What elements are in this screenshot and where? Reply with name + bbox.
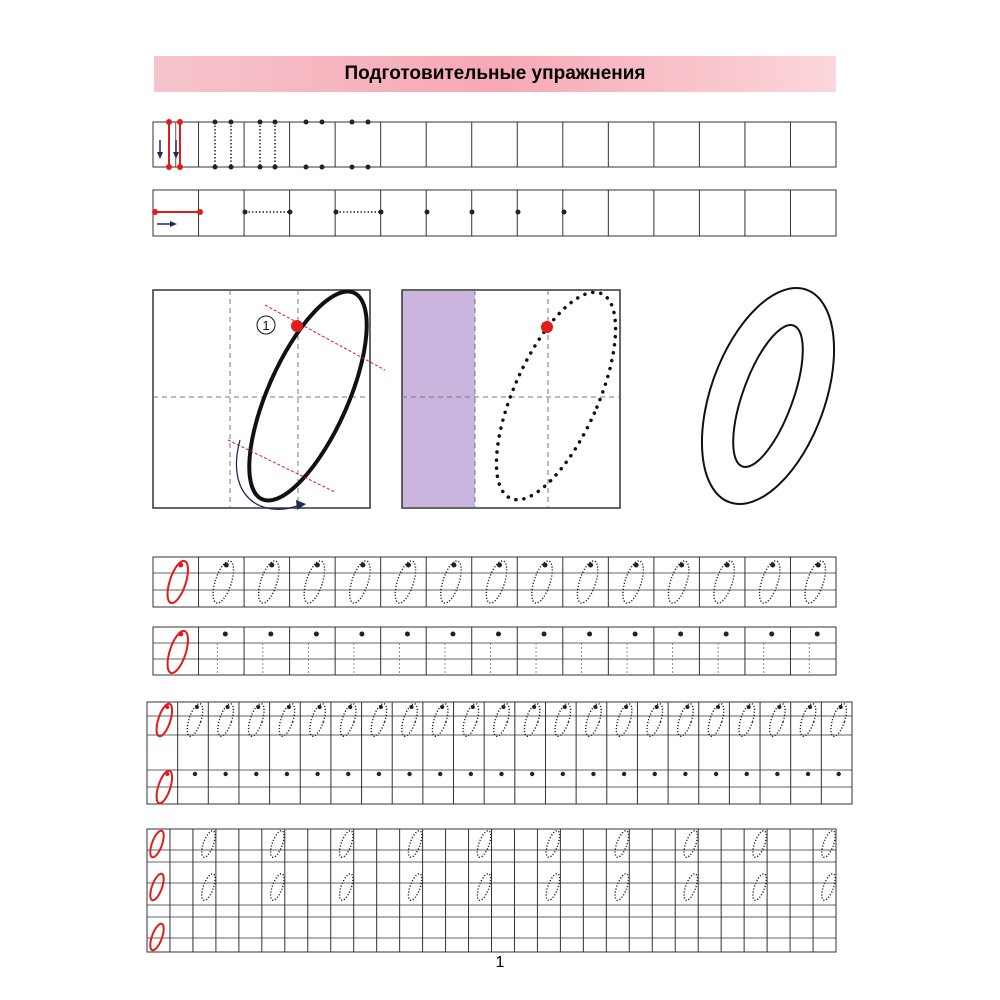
letter-o-dotted — [766, 702, 788, 738]
letter-o-dotted — [521, 702, 543, 738]
letter-o-red — [148, 922, 167, 952]
letter-o-dotted — [245, 702, 267, 738]
start-point — [542, 632, 547, 637]
letter-o-dotted — [199, 872, 218, 902]
start-point — [541, 321, 553, 333]
stroke-dot — [516, 210, 521, 215]
start-point — [318, 705, 322, 709]
letter-model-outline — [676, 270, 860, 521]
horizontal-strokes-row — [152, 190, 836, 236]
start-point — [406, 563, 411, 568]
letter-o-dotted — [368, 702, 390, 738]
letter-o-dotted — [750, 829, 769, 859]
start-point — [450, 632, 455, 637]
start-point — [440, 705, 444, 709]
start-point — [777, 705, 781, 709]
letter-model-guide — [153, 276, 391, 515]
letter-o-dotted — [406, 829, 425, 859]
letter-o-red — [163, 629, 192, 676]
stroke-start-dot — [229, 120, 234, 125]
red-dot — [177, 164, 183, 170]
stroke-dot — [379, 210, 384, 215]
stroke-end-dot — [366, 165, 371, 170]
letter-o-dotted — [819, 872, 838, 902]
letter-o-dotted — [828, 702, 850, 738]
stroke-dot — [470, 210, 475, 215]
letter-o-dotted — [664, 559, 693, 606]
start-point — [591, 772, 595, 776]
start-point — [497, 563, 502, 568]
letter-o-dotted — [552, 702, 574, 738]
start-point — [633, 632, 638, 637]
arrow-down-icon — [173, 152, 179, 159]
arrow-down-icon — [157, 152, 163, 159]
stroke-end-dot — [213, 165, 218, 170]
start-point — [178, 563, 183, 568]
letter-o-dotted — [460, 702, 482, 738]
letter-o-dotted — [391, 559, 420, 606]
letter-o-dotted — [613, 702, 635, 738]
start-point — [407, 772, 411, 776]
start-point — [634, 563, 639, 568]
letter-o-dotted — [215, 702, 237, 738]
letter-o-dotted — [681, 829, 700, 859]
start-point — [770, 563, 775, 568]
start-point — [268, 632, 273, 637]
letter-o-dotted — [736, 702, 758, 738]
letter-o-inner — [719, 317, 817, 475]
start-point — [315, 563, 320, 568]
start-point — [359, 632, 364, 637]
letter-o-dotted — [710, 559, 739, 606]
start-point — [502, 705, 506, 709]
red-dot — [166, 164, 172, 170]
start-point — [285, 772, 289, 776]
stroke-end-dot — [258, 165, 263, 170]
start-point — [471, 705, 475, 709]
letter-o-dotted — [276, 702, 298, 738]
stroke-start-dot — [320, 120, 325, 125]
letter-o-dotted — [644, 702, 666, 738]
start-point — [653, 772, 657, 776]
letter-o-dotted — [406, 872, 425, 902]
red-dot — [166, 119, 172, 125]
trace-row-b — [153, 627, 836, 675]
letter-o-dotted — [797, 702, 819, 738]
trace-row-c — [147, 702, 852, 805]
letter-o-dotted — [429, 702, 451, 738]
start-point — [561, 772, 565, 776]
start-point — [193, 772, 197, 776]
start-point — [775, 772, 779, 776]
letter-o-dotted — [475, 829, 494, 859]
stroke-dot — [425, 210, 430, 215]
start-point — [291, 320, 303, 332]
start-point — [379, 705, 383, 709]
start-point — [348, 705, 352, 709]
start-point — [563, 705, 567, 709]
letter-o-dotted — [437, 559, 466, 606]
letter-o-dotted — [528, 559, 557, 606]
start-point — [165, 705, 169, 709]
letter-o-dotted — [819, 829, 838, 859]
start-point — [223, 772, 227, 776]
start-point — [346, 772, 350, 776]
letter-o-dotted — [612, 829, 631, 859]
letter-o-dotted — [307, 702, 329, 738]
start-point — [683, 772, 687, 776]
start-point — [679, 563, 684, 568]
red-dot — [197, 209, 203, 215]
letter-o-dotted — [399, 702, 421, 738]
letter-o-dotted — [199, 829, 218, 859]
start-point — [593, 705, 597, 709]
start-point — [624, 705, 628, 709]
start-point — [377, 772, 381, 776]
start-point — [815, 632, 820, 637]
letter-o-dotted — [209, 559, 238, 606]
row-frame — [153, 627, 836, 675]
letter-o-dotted — [345, 559, 374, 606]
letter-o-dotted — [472, 277, 640, 516]
letter-model-trace — [402, 277, 640, 516]
stroke-dot — [288, 210, 293, 215]
start-point — [496, 632, 501, 637]
letter-o-dotted — [268, 829, 287, 859]
stroke-dot — [562, 210, 567, 215]
arrow-right-icon — [170, 221, 177, 227]
stroke-start-dot — [366, 120, 371, 125]
start-point — [451, 563, 456, 568]
step-marker-label: 1 — [262, 318, 270, 333]
letter-o-dotted — [619, 559, 648, 606]
letter-o-dotted — [254, 559, 283, 606]
letter-o-dotted — [573, 559, 602, 606]
letter-o-dotted — [750, 872, 769, 902]
start-point — [747, 705, 751, 709]
purple-shade — [402, 291, 475, 507]
start-point — [315, 772, 319, 776]
letter-o-dotted — [184, 702, 206, 738]
stroke-end-dot — [320, 165, 325, 170]
letter-o-outer — [676, 270, 860, 521]
start-point — [223, 632, 228, 637]
letter-o-dotted — [268, 872, 287, 902]
start-point — [499, 772, 503, 776]
letter-o-model — [225, 276, 390, 515]
letter-o-red — [153, 702, 175, 738]
letter-o-dotted — [612, 872, 631, 902]
start-point — [769, 632, 774, 637]
start-point — [269, 563, 274, 568]
stroke-start-dot — [258, 120, 263, 125]
trace-row-d — [147, 829, 838, 952]
start-point — [622, 772, 626, 776]
stroke-dot — [243, 210, 248, 215]
stroke-start-dot — [273, 120, 278, 125]
letter-o-dotted — [337, 872, 356, 902]
start-point — [655, 705, 659, 709]
start-point — [716, 705, 720, 709]
stroke-end-dot — [304, 165, 309, 170]
row-frame — [153, 190, 836, 236]
letter-o-dotted — [482, 559, 511, 606]
start-point — [587, 632, 592, 637]
stroke-end-dot — [350, 165, 355, 170]
start-point — [469, 772, 473, 776]
start-point — [588, 563, 593, 568]
start-point — [724, 632, 729, 637]
start-point — [256, 705, 260, 709]
letter-o-red — [148, 872, 167, 902]
page-number: 1 — [495, 954, 505, 971]
start-point — [745, 772, 749, 776]
start-point — [808, 705, 812, 709]
letter-o-dotted — [543, 829, 562, 859]
letter-o-dotted — [674, 702, 696, 738]
letter-o-red — [148, 829, 167, 859]
letter-o-dotted — [337, 829, 356, 859]
stroke-start-dot — [304, 120, 309, 125]
start-point — [714, 772, 718, 776]
red-dot — [152, 209, 158, 215]
letter-o-dotted — [681, 872, 700, 902]
start-point — [410, 705, 414, 709]
letter-o-red — [163, 559, 192, 606]
stroke-start-dot — [213, 120, 218, 125]
letter-o-dotted — [491, 702, 513, 738]
start-point — [816, 563, 821, 568]
row-frame — [147, 702, 852, 804]
start-point — [543, 563, 548, 568]
start-point — [178, 632, 183, 637]
trace-row-a — [153, 557, 836, 607]
stroke-end-dot — [229, 165, 234, 170]
letter-o-dotted — [543, 872, 562, 902]
start-point — [438, 772, 442, 776]
start-point — [165, 772, 169, 776]
start-point — [195, 705, 199, 709]
start-point — [678, 632, 683, 637]
page-title: Подготовительные упражнения — [344, 63, 646, 84]
start-point — [287, 705, 291, 709]
stroke-dot — [334, 210, 339, 215]
red-dot — [177, 119, 183, 125]
letter-o-dotted — [801, 559, 830, 606]
row-frame — [153, 122, 836, 167]
letter-o-dotted — [755, 559, 784, 606]
red-guide-line — [228, 440, 335, 492]
letter-o-dotted — [300, 559, 329, 606]
start-point — [836, 772, 840, 776]
start-point — [806, 772, 810, 776]
start-point — [725, 563, 730, 568]
start-point — [530, 772, 534, 776]
stroke-start-dot — [350, 120, 355, 125]
start-point — [226, 705, 230, 709]
letter-o-dotted — [475, 872, 494, 902]
start-point — [314, 632, 319, 637]
start-point — [532, 705, 536, 709]
start-point — [405, 632, 410, 637]
letter-o-dotted — [705, 702, 727, 738]
start-point — [224, 563, 229, 568]
stroke-end-dot — [273, 165, 278, 170]
start-point — [685, 705, 689, 709]
start-point — [360, 563, 365, 568]
letter-o-dotted — [582, 702, 604, 738]
start-point — [254, 772, 258, 776]
letter-o-dotted — [337, 702, 359, 738]
vertical-strokes-row — [153, 119, 836, 170]
start-point — [839, 705, 843, 709]
